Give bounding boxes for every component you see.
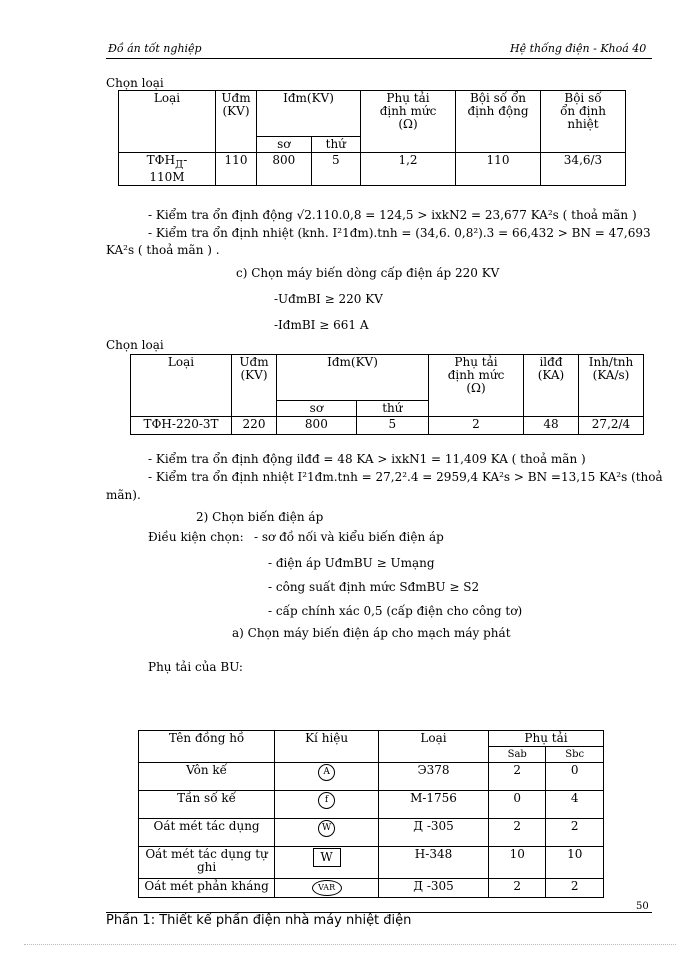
lt-h-sbc: Sbc <box>546 747 604 763</box>
vt-sub-a: a) Chọn máy biến điện áp cho mạch máy phát <box>232 626 511 640</box>
choose-label-2: Chọn loại <box>106 338 164 352</box>
cell2-phutai: 2 <box>429 417 524 435</box>
th2-inh: Inh/tnh (KA/s) <box>579 355 644 417</box>
recording-wattmeter-icon: W <box>313 848 341 867</box>
lt-name: Oát mét tác dụng tự ghi <box>139 847 275 879</box>
th2-thu: thứ <box>356 401 428 417</box>
lt-sab: 0 <box>488 791 545 819</box>
lt-sbc: 4 <box>546 791 604 819</box>
cell2-inh: 27,2/4 <box>579 417 644 435</box>
lt-symbol <box>275 819 379 847</box>
cell2-ildd: 48 <box>524 417 579 435</box>
ct-table-220 <box>130 354 644 435</box>
frequency-meter-icon: f <box>318 792 335 809</box>
th-boiso-dd: Bội số ổn định động <box>456 91 541 153</box>
lt-sbc: 0 <box>546 763 604 791</box>
table-row <box>139 791 604 819</box>
lt-type: Э378 <box>379 763 489 791</box>
section-c-title: c) Chọn máy biến dòng cấp điện áp 220 KV <box>236 266 500 280</box>
lt-sab: 2 <box>488 819 545 847</box>
section-c-cond2: -IđmBI ≥ 661 A <box>274 318 369 332</box>
lt-symbol <box>275 763 379 791</box>
table-row <box>139 879 604 898</box>
lt-type: H-348 <box>379 847 489 879</box>
cell-so: 800 <box>257 153 312 186</box>
lt-sbc: 2 <box>546 879 604 898</box>
th-phutai: Phụ tải định mức (Ω) <box>361 91 456 153</box>
vt-cond3: - công suất định mức SđmBU ≥ S2 <box>268 580 480 594</box>
ct-table-110 <box>118 90 626 186</box>
th2-i: Iđm(KV) <box>277 355 429 401</box>
cell2-so: 800 <box>277 417 357 435</box>
th2-u: Uđm (KV) <box>232 355 277 417</box>
vt-cond1: - sơ đồ nối và kiểu biến điện áp <box>254 530 444 544</box>
vt-cond2: - điện áp UđmBU ≥ Umạng <box>268 556 435 570</box>
lt-name: Vôn kế <box>139 763 275 791</box>
check-thermal-2-cont: mãn). <box>106 488 141 502</box>
check-thermal-2: - Kiểm tra ổn định nhiệt I²1đm.tnh = 27,2².4 = 2959,4 KA²s > BN =13,15 KA²s (thoả <box>148 470 663 484</box>
cell-dn: 34,6/3 <box>541 153 626 186</box>
lt-symbol <box>275 847 379 879</box>
lt-name: Oát mét phản kháng <box>139 879 275 898</box>
th-i: Iđm(KV) <box>257 91 361 137</box>
cell-phutai: 1,2 <box>361 153 456 186</box>
th-loai: Loại <box>119 91 216 153</box>
th2-so: sơ <box>277 401 357 417</box>
th2-ildd: ilđđ (KA) <box>524 355 579 417</box>
section-c-cond1: -UđmBI ≥ 220 KV <box>274 292 383 306</box>
cell2-thu: 5 <box>356 417 428 435</box>
wattmeter-icon: W <box>318 820 335 837</box>
ammeter-symbol-icon: A <box>318 764 335 781</box>
table-row <box>139 847 604 879</box>
lt-symbol <box>275 879 379 898</box>
lt-h-sab: Sab <box>488 747 545 763</box>
footer-text: Phần 1: Thiết kế phần điện nhà máy nhiệt điện <box>106 913 412 928</box>
lt-h-symbol: Kí hiệu <box>275 731 379 763</box>
header-right: Hệ thống điện - Khoá 40 <box>510 42 647 55</box>
check-thermal-1-cont: KA²s ( thoả mãn ) . <box>106 243 220 257</box>
page-number: 50 <box>636 901 649 912</box>
cell-loai: $TФH_Д-$ 110M <box>119 153 216 186</box>
header-left: Đồ án tốt nghiệp <box>108 42 202 55</box>
cell2-loai: TФH-220-3T <box>131 417 232 435</box>
varmeter-icon: VAR <box>312 880 342 896</box>
cell-u: 110 <box>216 153 257 186</box>
th2-phutai: Phụ tải định mức (Ω) <box>429 355 524 417</box>
check-dynamic-2: - Kiểm tra ổn định động ilđđ = 48 KA > ixkN1 = 11,409 KA ( thoả mãn ) <box>148 452 586 466</box>
lt-name: Tần số kế <box>139 791 275 819</box>
cell2-u: 220 <box>232 417 277 435</box>
choose-label-1: Chọn loại <box>106 76 164 90</box>
vt-cond4: - cấp chính xác 0,5 (cấp điện cho công tơ) <box>268 604 523 618</box>
vt-title: 2) Chọn biến điện áp <box>196 510 324 524</box>
cell-dd: 110 <box>456 153 541 186</box>
table-row <box>139 763 604 791</box>
cell-thu: 5 <box>311 153 360 186</box>
lt-type: Д -305 <box>379 879 489 898</box>
lt-h-type: Loại <box>379 731 489 763</box>
lt-symbol <box>275 791 379 819</box>
lt-type: M-1756 <box>379 791 489 819</box>
lt-h-name: Tên đồng hồ <box>139 731 275 763</box>
lt-sab: 2 <box>488 879 545 898</box>
page-edge-dotted <box>24 944 676 945</box>
th-so: sơ <box>257 137 312 153</box>
check-dynamic-1: - Kiểm tra ổn định động √2.110.0,8 = 124,5 > ixkN2 = 23,677 KA²s ( thoả mãn ) <box>148 208 637 222</box>
th-thu: thứ <box>311 137 360 153</box>
lt-sbc: 10 <box>546 847 604 879</box>
th-boiso-dn: Bội số ổn định nhiệt <box>541 91 626 153</box>
table-row <box>139 819 604 847</box>
lt-type: Д -305 <box>379 819 489 847</box>
lt-h-load: Phụ tải <box>488 731 603 747</box>
lt-name: Oát mét tác dụng <box>139 819 275 847</box>
lt-sab: 10 <box>488 847 545 879</box>
vt-cond-label: Điều kiện chọn: <box>148 530 244 544</box>
check-thermal-1: - Kiểm tra ổn định nhiệt (knh. I²1đm).tnh = (34,6. 0,8²).3 = 66,432 > BN = 47,693 <box>148 226 651 240</box>
load-table <box>138 730 604 898</box>
th-u: Uđm (KV) <box>216 91 257 153</box>
header-rule <box>106 58 652 59</box>
lt-sab: 2 <box>488 763 545 791</box>
th2-loai: Loại <box>131 355 232 417</box>
lt-sbc: 2 <box>546 819 604 847</box>
vt-load-label: Phụ tải của BU: <box>148 660 243 674</box>
